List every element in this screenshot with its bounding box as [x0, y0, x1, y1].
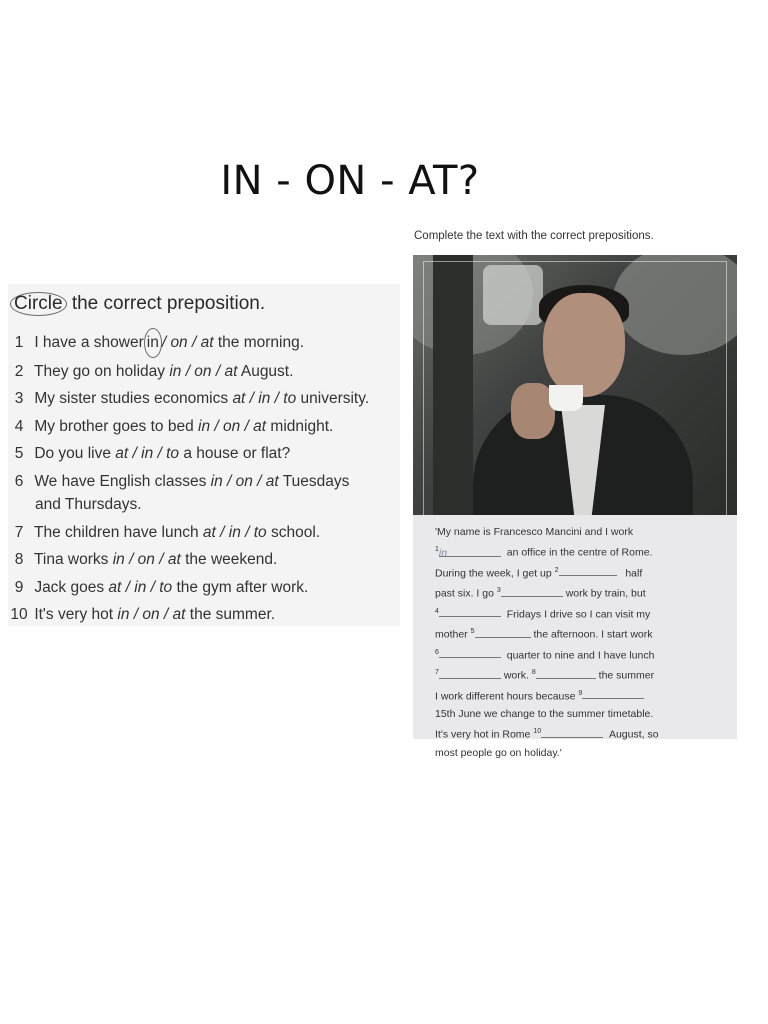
item-number: 9: [14, 578, 24, 596]
answer-blank[interactable]: [501, 584, 563, 597]
item-number: 3: [14, 390, 24, 407]
exercise-item: 8 Tina works in / on / at the weekend.: [8, 546, 400, 574]
man-drinking-coffee-photo: [413, 255, 737, 515]
passage-line: It's very hot in Rome $^{10}$ August, so: [435, 723, 727, 744]
passage-line: 'My name is Francesco Mancini and I work: [435, 526, 634, 538]
item-number: 5: [14, 445, 24, 462]
answer-blank[interactable]: [559, 563, 617, 576]
passage-line: mother $^5$ the afternoon. I start work: [435, 623, 727, 644]
answer-blank[interactable]: [582, 686, 644, 699]
item-number: 8: [14, 551, 24, 568]
preposition-options[interactable]: in / on / at: [112, 551, 181, 568]
passage-line: $^1$in an office in the centre of Rome.: [435, 541, 727, 562]
preposition-options[interactable]: at / in / to: [232, 390, 297, 407]
exercise-item: 1 I have a shower in / on / at the morning.: [8, 328, 400, 358]
passage-line: most people go on holiday.': [435, 746, 562, 759]
passage-line: I work different hours because $^9$: [435, 685, 727, 706]
exercise-item: 10 It's very hot in / on / at the summer.: [8, 601, 400, 629]
preposition-options[interactable]: at / in / to: [202, 523, 267, 541]
exercise-heading: Circle the correct preposition.: [14, 292, 265, 316]
preposition-options[interactable]: in / on / at: [117, 606, 186, 623]
exercise2-instruction: Complete the text with the correct prepositions.: [414, 230, 654, 242]
item-number: 6: [14, 472, 24, 490]
passage-line: 15th June we change to the summer timetable.: [435, 708, 654, 720]
answer-blank[interactable]: [541, 725, 603, 738]
answer-blank[interactable]: [536, 666, 596, 679]
exercise-complete-text: [413, 255, 737, 759]
passage-line: past six. I go $^3$ work by train, but: [435, 582, 727, 603]
passage-line: $^6$ quarter to nine and I have lunch: [435, 644, 727, 665]
exercise-item: 3 My sister studies economics at / in / to university.: [8, 385, 400, 413]
answer-blank[interactable]: in: [439, 544, 501, 557]
preposition-options[interactable]: at / in / to: [108, 578, 173, 596]
exercise-circle-preposition: [8, 284, 400, 626]
passage-line: During the week, I get up $^2$ half: [435, 562, 727, 583]
passage-line: $^4$ Fridays I drive so I can visit my: [435, 603, 727, 624]
item-number: 1: [14, 334, 24, 351]
page-title: IN - ON - AT?: [220, 158, 480, 204]
preposition-options[interactable]: in / on / at: [169, 362, 238, 380]
circled-answer[interactable]: in: [144, 328, 162, 358]
exercise-item: 2 They go on holiday in / on / at August.: [8, 358, 400, 386]
item-number: 2: [14, 362, 24, 380]
exercise-item: 6 We have English classes in / on / at Tuesdays and Thursdays.: [8, 468, 400, 519]
preposition-options[interactable]: in / on / at: [198, 417, 267, 435]
answer-blank[interactable]: [475, 625, 531, 638]
circled-word: Circle: [10, 292, 67, 316]
answer-blank[interactable]: [439, 645, 501, 658]
preposition-options[interactable]: / on / at: [161, 334, 214, 351]
exercise-item: 7 The children have lunch at / in / to school.: [8, 519, 400, 547]
item-number: 7: [14, 523, 24, 541]
preposition-options[interactable]: at / in / to: [115, 445, 180, 462]
exercise-item: 5 Do you live at / in / to a house or flat?: [8, 440, 400, 468]
gap-fill-passage: [435, 523, 727, 762]
passage-line: $^7$ work. $^8$ the summer: [435, 664, 727, 685]
preposition-options[interactable]: in / on / at: [210, 472, 279, 490]
item-number: 4: [14, 417, 24, 435]
exercise-item: 4 My brother goes to bed in / on / at midnight.: [8, 413, 400, 441]
exercise-item: 9 Jack goes at / in / to the gym after work.: [8, 574, 400, 602]
answer-blank[interactable]: [439, 666, 501, 679]
item-number: 10: [10, 606, 28, 623]
answer-blank[interactable]: [439, 604, 501, 617]
exercise-list: [8, 328, 400, 629]
